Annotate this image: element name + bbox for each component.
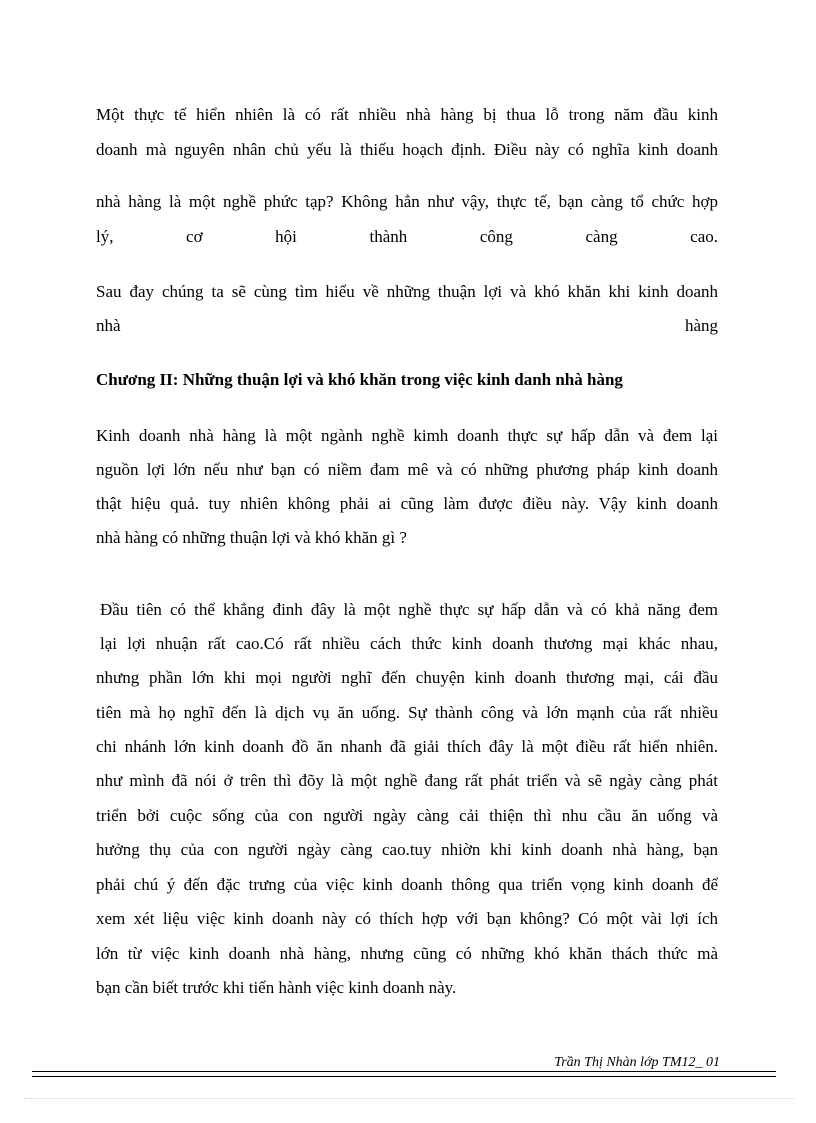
paragraph-1-line-1: Một thực tế hiển nhiên là có rất nhiều nhà hàng bị thua lỗ trong năm đầu kinh (96, 105, 718, 124)
paragraph-1-line-3: nhà hàng là một nghề phức tạp? Không hẳn như vậy, thực tế, bạn càng tổ chức hợp (96, 192, 718, 211)
paragraph-1-line-2: doanh mà nguyên nhân chủ yếu là thiếu hoạch định. Điều này có nghĩa kinh doanh (96, 140, 718, 159)
paragraph-3-line-9: phải chú ý đến đặc trưng của việc kinh doanh thông qua triển vọng kinh doanh để (96, 875, 718, 894)
paragraph-2-line-1: Kinh doanh nhà hàng là một ngành nghề kimh doanh thực sự hấp dẫn và đem lại (96, 426, 718, 445)
footer-rule-bottom (32, 1076, 776, 1077)
paragraph-1-line-5: Sau đay chúng ta sẽ cùng tìm hiểu về những thuận lợi và khó khăn khi kinh doanh (96, 282, 718, 301)
paragraph-3-line-3: nhưng phần lớn khi mọi người nghĩ đến chuyện kinh doanh thương mại, cái đầu (96, 668, 718, 687)
chapter-heading: Chương II: Những thuận lợi và khó khăn trong việc kinh danh nhà hàng (96, 370, 623, 389)
paragraph-3-line-12: bạn cần biết trước khi tiến hành việc kinh doanh này. (96, 978, 457, 997)
footer-author: Trần Thị Nhàn lớp TM12_ 01 (554, 1055, 720, 1070)
paragraph-3-line-1: Đầu tiên có thể khẳng đinh đây là một nghề thực sự hấp dẫn và có khả năng đem (100, 600, 718, 619)
page-bottom-dotted-line (24, 1098, 794, 1099)
paragraph-3-line-5: chi nhánh lớn kinh doanh đồ ăn nhanh đã giải thích đây là một điều rất hiển nhiên. (96, 737, 718, 756)
footer-rule-top (32, 1071, 776, 1072)
paragraph-3-line-7: triển bởi cuộc sống của con người ngày càng cải thiện thì nhu cầu ăn uống và (96, 806, 718, 825)
paragraph-3-line-4: tiên mà họ nghĩ đến là dịch vụ ăn uống. Sự thành công và lớn mạnh của rất nhiều (96, 703, 718, 722)
paragraph-3-line-10: xem xét liệu việc kinh doanh này có thích hợp với bạn không? Có một vài lợi ích (96, 909, 718, 928)
paragraph-3-line-6: như mình đã nói ở trên thì đõy là một nghề đang rất phát triển và sẽ ngày càng phát (96, 771, 718, 790)
paragraph-1-line-4: lý, cơ hội thành công càng cao. (96, 227, 718, 246)
paragraph-2-line-2: nguồn lợi lớn nếu như bạn có niềm đam mê và có những phương pháp kinh doanh (96, 460, 718, 479)
paragraph-1-line-6: nhà hàng (96, 316, 718, 335)
paragraph-3-line-11: lớn từ việc kinh doanh nhà hàng, nhưng cũng có những khó khăn thách thức mà (96, 944, 718, 963)
paragraph-3-line-8: hưởng thụ của con người ngày càng cao.tuy nhiờn khi kinh doanh nhà hàng, bạn (96, 840, 718, 859)
paragraph-3-line-2: lại lợi nhuận rất cao.Có rất nhiều cách thức kinh doanh thương mại khác nhau, (100, 634, 718, 653)
paragraph-2-line-4: nhà hàng có những thuận lợi và khó khăn gì ? (96, 528, 407, 547)
paragraph-2-line-3: thật hiệu quả. tuy nhiên không phải ai cũng làm được điều này. Vậy kinh doanh (96, 494, 718, 513)
